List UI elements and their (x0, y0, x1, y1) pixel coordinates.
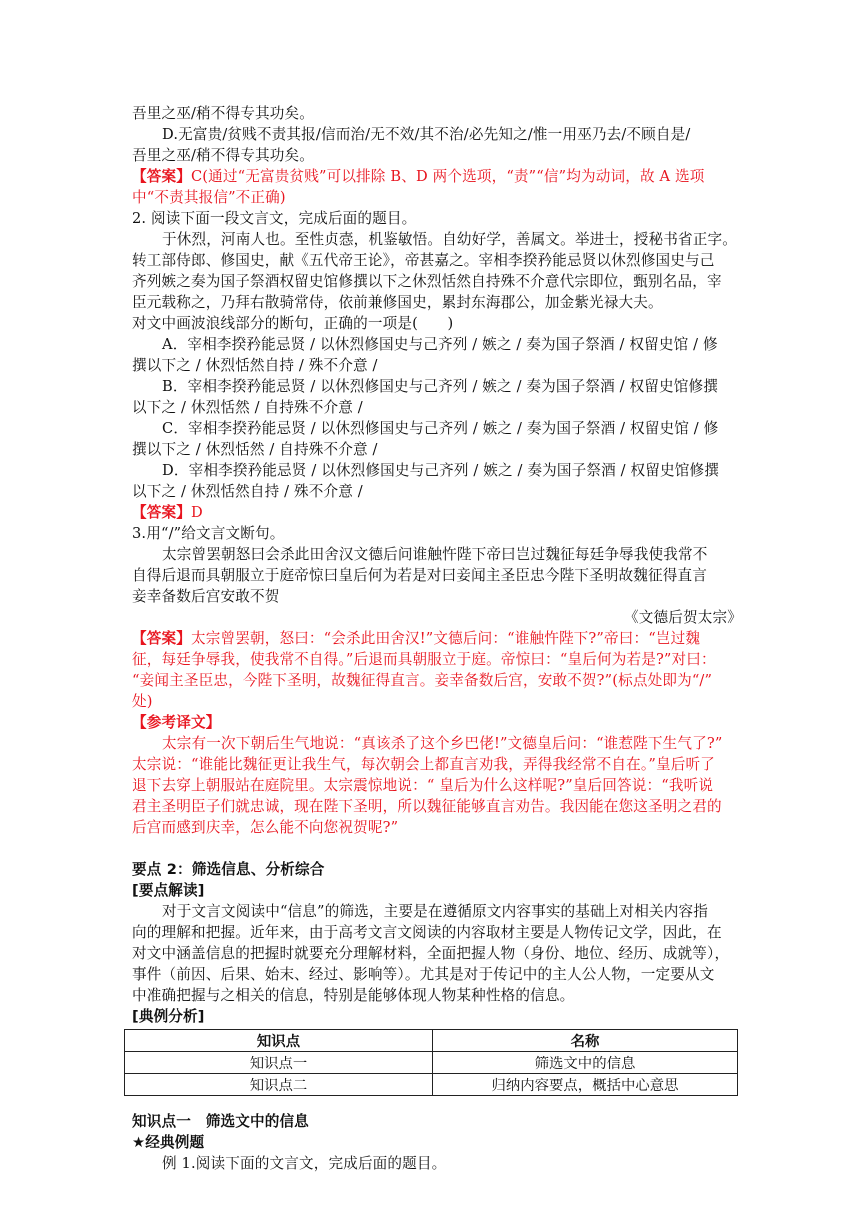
option-c-cont: 撰以下之 / 休烈恬然 / 自持殊不介意 / (132, 441, 378, 458)
translation-line: 太宗说：“谁能比魏征更让我生气，每次朝会上都直言劝我，弄得我经常不自在。”皇后听了 (132, 756, 715, 773)
option-d-line: D.无富贵/贫贱不责其报/信而治/无不效/其不治/必先知之/惟一用巫乃去/不顾自是/ (162, 126, 691, 143)
knowledge-heading: 知识点一 筛选文中的信息 (132, 1113, 309, 1130)
answer-1-cont: 中“不责其报信”不正确) (132, 189, 286, 206)
table-header-cell: 名称 (433, 1030, 738, 1052)
answer-3-cont: 征，每廷争辱我，使我常不自得。”后退而具朝服立于庭。帝惊曰：“皇后何为若是?”对曰： (132, 651, 716, 668)
body-line: 中准确把握与之相关的信息，特别是能够体现人物某种性格的信息。 (132, 987, 575, 1004)
passage-2-line: 臣元载称之，乃拜右散骑常侍，依前兼修国史，累封东海郡公，加金紫光禄大夫。 (132, 294, 663, 311)
answer-tag: 【答案】 (132, 630, 191, 647)
question-2-stem: 对文中画波浪线部分的断句，正确的一项是( ) (132, 315, 454, 332)
question-2-title: 2. 阅读下面一段文言文，完成后面的题目。 (132, 210, 417, 227)
translation-line: 君主圣明臣子们就忠诚，现在陛下圣明，所以魏征能够直言劝告。我因能在您这圣明之君的 (132, 798, 722, 815)
example-1-line: 例 1.阅读下面的文言文，完成后面的题目。 (162, 1155, 447, 1172)
table-header-cell: 知识点 (125, 1030, 433, 1052)
body-line: 事件（前因、后果、始末、经过、影响等）。尤其是对于传记中的主人公人物，一定要从文 (132, 966, 715, 983)
answer-text: 太宗曾罢朝，怒曰：“会杀此田舍汉!”文德后问：“谁触忤陛下?”帝曰：“岂过魏 (190, 630, 701, 647)
table-row (125, 1074, 738, 1096)
passage-2-line: 齐列嫉之奏为国子祭酒权留史馆修撰以下之休烈恬然自持殊不介意代宗即位，甄别名品，宰 (132, 273, 722, 290)
translation-tag: 【参考译文】 (132, 714, 221, 731)
passage-2-line: 转工部侍郎、修国史，献《五代帝王论》，帝甚嘉之。宰相李揆矜能忌贤以休烈修国史与己 (132, 252, 715, 269)
example-heading: ★经典例题 (132, 1134, 205, 1151)
translation-line: 后宫而感到庆幸，怎么能不向您祝贺呢?” (132, 819, 399, 836)
option-c: C．宰相李揆矜能忌贤 / 以休烈修国史与己齐列 / 嫉之 / 奏为国子祭酒 / 权留史馆 / 修 (162, 420, 719, 437)
table-cell: 筛选文中的信息 (433, 1052, 738, 1074)
passage-3-line: 自得后退而具朝服立于庭帝惊曰皇后何为若是对曰妾闻主圣臣忠今陛下圣明故魏征得直言 (132, 567, 708, 584)
subsection-heading: [典例分析] (132, 1008, 205, 1025)
translation-line: 太宗有一次下朝后生气地说：“真该杀了这个乡巴佬!”文德皇后问：“谁惹陛下生气了?” (162, 735, 723, 752)
body-line: 对文中涵盖信息的把握时就要充分理解材料，全面把握人物（身份、地位、经历、成就等）， (132, 945, 730, 962)
table-cell: 知识点一 (125, 1052, 433, 1074)
table-cell: 归纳内容要点，概括中心意思 (433, 1074, 738, 1096)
body-line: 对于文言文阅读中“信息”的筛选，主要是在遵循原文内容事实的基础上对相关内容指 (162, 903, 708, 920)
answer-3-cont: 处) (132, 693, 153, 710)
option-b: B．宰相李揆矜能忌贤 / 以休烈修国史与己齐列 / 嫉之 / 奏为国子祭酒 / 权留史馆修撰 (162, 378, 718, 395)
question-3-title: 3.用“/”给文言文断句。 (132, 525, 285, 542)
answer-text: D (190, 504, 203, 521)
answer-3 (132, 628, 742, 649)
passage-3-line: 妾幸备数后宫安敢不贺 (132, 588, 280, 605)
table-row (125, 1052, 738, 1074)
knowledge-table (124, 1029, 738, 1096)
table-header-row (125, 1030, 738, 1052)
answer-tag: 【答案】 (132, 168, 191, 185)
answer-2 (132, 502, 742, 523)
passage-3-line: 太宗曾罢朝怒曰会杀此田舍汉文德后问谁触忤陛下帝曰岂过魏征每廷争辱我使我常不 (162, 546, 708, 563)
answer-3-cont: “妾闻主圣臣忠，今陛下圣明，故魏征得直言。妾幸备数后宫，安敢不贺?”(标点处即为“/” (132, 672, 713, 689)
option-d-cont: 以下之 / 休烈恬然自持 / 殊不介意 / (132, 483, 363, 500)
passage-3-source: 《文德后贺太宗》 (624, 609, 742, 626)
option-b-cont: 以下之 / 休烈恬然 / 自持殊不介意 / (132, 399, 363, 416)
answer-tag: 【答案】 (132, 504, 191, 521)
subsection-heading: [要点解读] (132, 882, 205, 899)
text-line: 吾里之巫/稍不得专其功矣。 (132, 147, 314, 164)
passage-2-line: 于休烈，河南人也。至性贞悫，机鉴敏悟。自幼好学，善属文。举进士，授秘书省正字。 (162, 231, 738, 248)
text-line: 吾里之巫/稍不得专其功矣。 (132, 105, 314, 122)
option-d: D．宰相李揆矜能忌贤 / 以休烈修国史与己齐列 / 嫉之 / 奏为国子祭酒 / 权留史馆修撰 (162, 462, 719, 479)
option-a-cont: 撰以下之 / 休烈恬然自持 / 殊不介意 / (132, 357, 378, 374)
option-a: A．宰相李揆矜能忌贤 / 以休烈修国史与己齐列 / 嫉之 / 奏为国子祭酒 / 权留史馆 / 修 (162, 336, 718, 353)
table-cell: 知识点二 (125, 1074, 433, 1096)
section-heading: 要点 2：筛选信息、分析综合 (132, 861, 325, 878)
body-line: 向的理解和把握。近年来，由于高考文言文阅读的内容取材主要是人物传记文学，因此，在 (132, 924, 722, 941)
answer-1 (132, 166, 742, 187)
answer-text: C(通过“无富贵贫贱”可以排除 B、D 两个选项，“责”“信”均为动词，故 A 选项 (190, 168, 705, 185)
translation-line: 退下去穿上朝服站在庭院里。太宗震惊地说：“ 皇后为什么这样呢?”皇后回答说：“我听说 (132, 777, 714, 794)
